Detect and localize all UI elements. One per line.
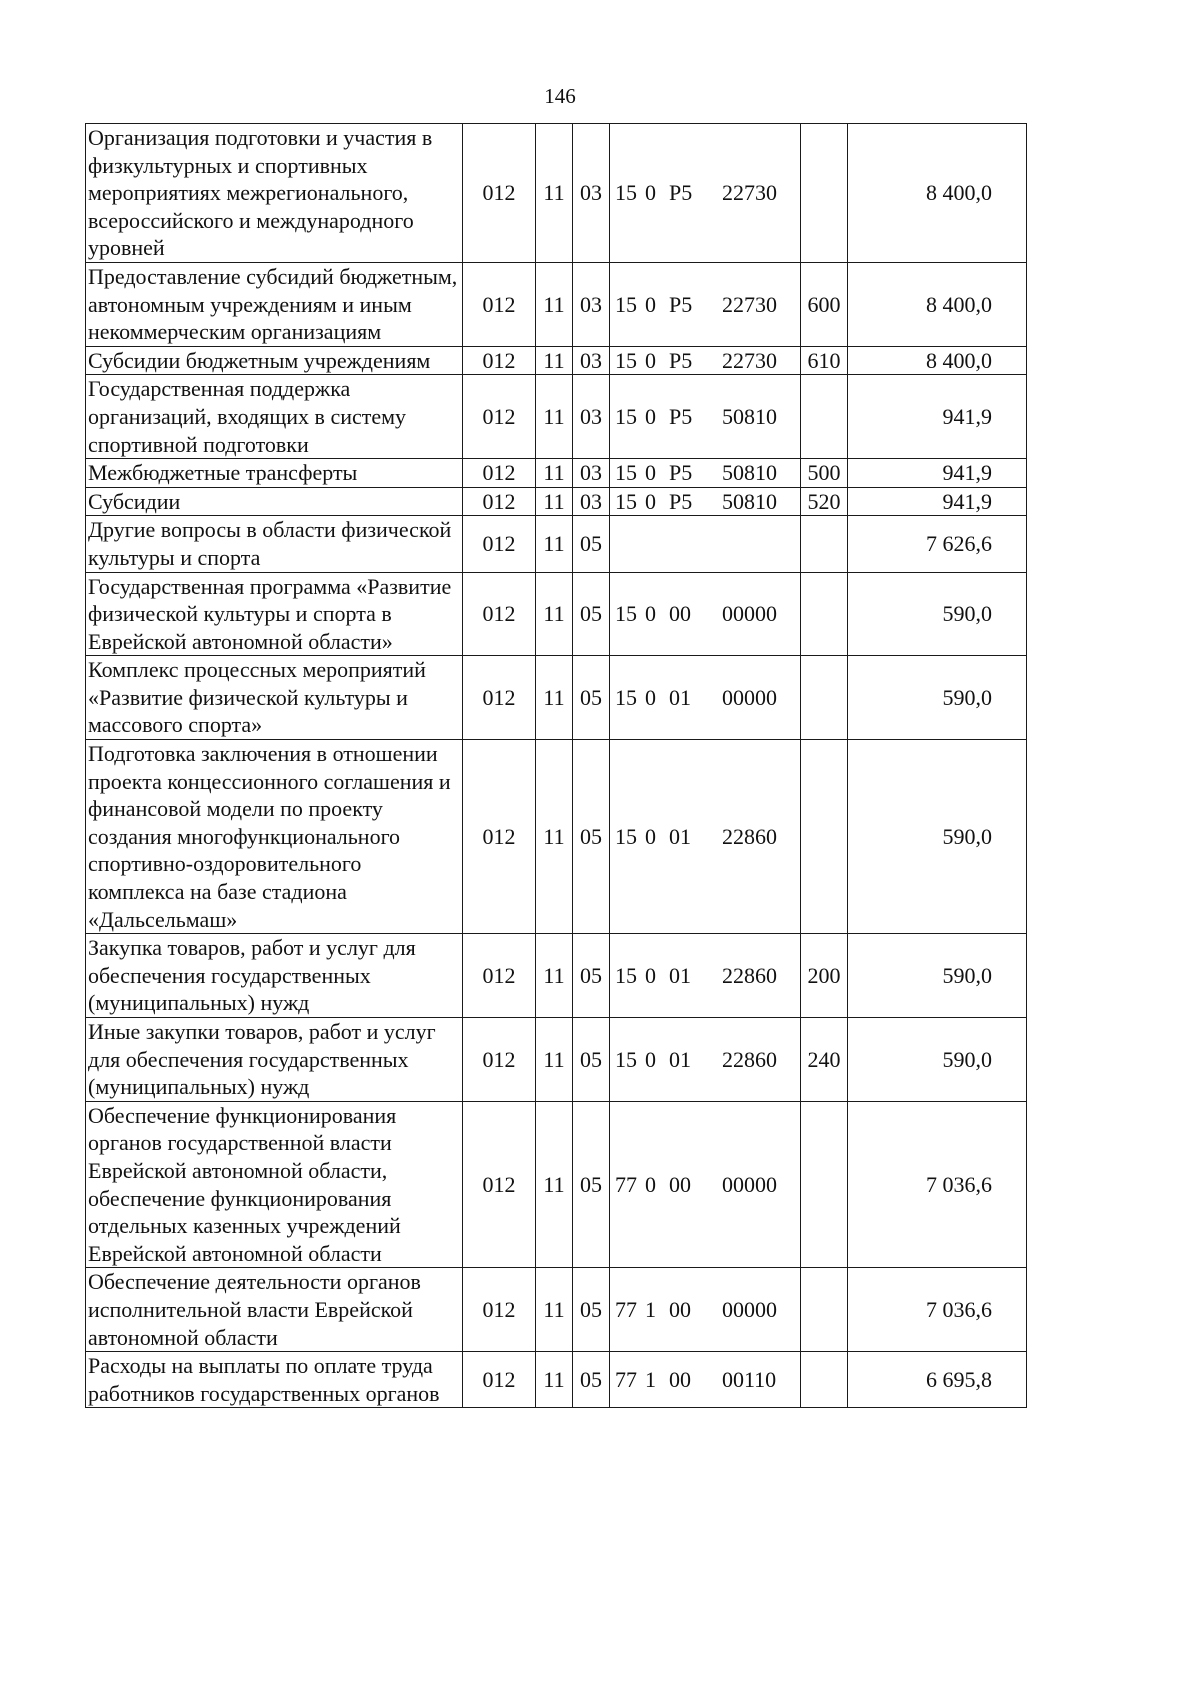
page-number: 146 <box>544 84 576 108</box>
expense-type-cell <box>801 124 848 263</box>
expense-name-cell: Субсидии <box>86 487 463 516</box>
section-code-cell: 11 <box>536 656 573 740</box>
target-article-cell <box>610 459 801 488</box>
target-article-part: 00000 <box>722 601 777 627</box>
section-code-cell: 11 <box>536 1018 573 1102</box>
department-code-cell: 012 <box>463 572 536 656</box>
subsection-code-cell: 03 <box>573 487 610 516</box>
target-article-part: 01 <box>669 823 691 849</box>
target-article-part: 15 <box>615 823 637 849</box>
subsection-code-cell: 03 <box>573 375 610 459</box>
department-code-cell: 012 <box>463 459 536 488</box>
expense-name-cell: Организация подготовки и участия в физкультурных и спортивных мероприятиях межрегионального, всероссийского и международного уровней <box>86 124 463 263</box>
section-code-cell: 11 <box>536 1268 573 1352</box>
amount-cell: 941,9 <box>848 459 1027 488</box>
target-article-cell <box>610 124 801 263</box>
expense-name-cell: Комплекс процессных мероприятий «Развитие физической культуры и массового спорта» <box>86 656 463 740</box>
table-row <box>86 572 1027 656</box>
section-code-cell: 11 <box>536 124 573 263</box>
target-article-cell <box>610 1268 801 1352</box>
target-article-part: 22730 <box>722 180 777 206</box>
subsection-code-cell: 05 <box>573 1101 610 1268</box>
amount-cell: 590,0 <box>848 934 1027 1018</box>
section-code-cell: 11 <box>536 1101 573 1268</box>
target-article-part: 0 <box>645 823 656 849</box>
table-row <box>86 487 1027 516</box>
target-article-cell <box>610 934 801 1018</box>
amount-cell: 590,0 <box>848 1018 1027 1102</box>
target-article-part: 22730 <box>722 291 777 317</box>
target-article-part: 00110 <box>722 1366 777 1392</box>
expense-type-cell: 600 <box>801 262 848 346</box>
department-code-cell: 012 <box>463 740 536 934</box>
expense-name-cell: Другие вопросы в области физической культуры и спорта <box>86 516 463 572</box>
section-code-cell: 11 <box>536 346 573 375</box>
expense-name-cell: Иные закупки товаров, работ и услуг для обеспечения государственных (муниципальных) нужд <box>86 1018 463 1102</box>
target-article-cell <box>610 572 801 656</box>
target-article-cell <box>610 1352 801 1408</box>
amount-cell: 8 400,0 <box>848 124 1027 263</box>
target-article-cell <box>610 375 801 459</box>
expense-type-cell <box>801 1101 848 1268</box>
target-article-part: 00000 <box>722 684 777 710</box>
subsection-code-cell: 05 <box>573 656 610 740</box>
target-article-part: P5 <box>669 180 693 206</box>
target-article-part: 22860 <box>722 962 777 988</box>
department-code-cell: 012 <box>463 1018 536 1102</box>
target-article-part: 0 <box>645 601 656 627</box>
expense-name-cell: Подготовка заключения в отношении проекта концессионного соглашения и финансовой модели по проекту создания многофункционального спортивно-оздоровительного комплекса на базе стадиона «Дальсельмаш» <box>86 740 463 934</box>
target-article-part: 00 <box>669 601 691 627</box>
table-row <box>86 124 1027 263</box>
department-code-cell: 012 <box>463 124 536 263</box>
department-code-cell: 012 <box>463 1268 536 1352</box>
target-article-part: P5 <box>669 460 693 486</box>
section-code-cell: 11 <box>536 262 573 346</box>
target-article-part: 50810 <box>722 460 777 486</box>
section-code-cell: 11 <box>536 934 573 1018</box>
amount-cell: 8 400,0 <box>848 346 1027 375</box>
table-row <box>86 459 1027 488</box>
expense-name-cell: Обеспечение функционирования органов государственной власти Еврейской автономной области, обеспечение функционирования отдельных казенных учреждений Еврейской автономной области <box>86 1101 463 1268</box>
table-row <box>86 1352 1027 1408</box>
target-article-part: 1 <box>645 1296 656 1322</box>
target-article-part: 22730 <box>722 347 777 373</box>
expense-type-cell <box>801 740 848 934</box>
target-article-part: 01 <box>669 1046 691 1072</box>
amount-cell: 590,0 <box>848 656 1027 740</box>
subsection-code-cell: 03 <box>573 124 610 263</box>
target-article-part: 0 <box>645 291 656 317</box>
expense-type-cell <box>801 1268 848 1352</box>
expense-type-cell <box>801 375 848 459</box>
table-row <box>86 934 1027 1018</box>
target-article-part: 1 <box>645 1366 656 1392</box>
subsection-code-cell: 03 <box>573 459 610 488</box>
expense-type-cell: 500 <box>801 459 848 488</box>
subsection-code-cell: 05 <box>573 1268 610 1352</box>
table-row <box>86 516 1027 572</box>
expense-name-cell: Государственная поддержка организаций, входящих в систему спортивной подготовки <box>86 375 463 459</box>
section-code-cell: 11 <box>536 375 573 459</box>
expense-name-cell: Предоставление субсидий бюджетным, автономным учреждениям и иным некоммерческим организациям <box>86 262 463 346</box>
target-article-cell <box>610 656 801 740</box>
amount-cell: 6 695,8 <box>848 1352 1027 1408</box>
target-article-part: 00 <box>669 1171 691 1197</box>
target-article-part: 22860 <box>722 1046 777 1072</box>
target-article-cell <box>610 262 801 346</box>
target-article-cell <box>610 1018 801 1102</box>
target-article-part: 0 <box>645 488 656 514</box>
expense-type-cell: 610 <box>801 346 848 375</box>
target-article-part: 22860 <box>722 823 777 849</box>
department-code-cell: 012 <box>463 516 536 572</box>
target-article-part: 0 <box>645 347 656 373</box>
target-article-part: 0 <box>645 460 656 486</box>
table-row <box>86 1018 1027 1102</box>
target-article-part: P5 <box>669 291 693 317</box>
target-article-part: 00000 <box>722 1296 777 1322</box>
target-article-part: P5 <box>669 347 693 373</box>
expense-type-cell <box>801 516 848 572</box>
amount-cell: 7 626,6 <box>848 516 1027 572</box>
subsection-code-cell: 03 <box>573 262 610 346</box>
table-row <box>86 1101 1027 1268</box>
target-article-part: 0 <box>645 962 656 988</box>
expense-name-cell: Закупка товаров, работ и услуг для обеспечения государственных (муниципальных) нужд <box>86 934 463 1018</box>
target-article-part: 77 <box>615 1171 637 1197</box>
subsection-code-cell: 05 <box>573 572 610 656</box>
target-article-part: 00 <box>669 1296 691 1322</box>
expense-name-cell: Расходы на выплаты по оплате труда работников государственных органов <box>86 1352 463 1408</box>
table-row <box>86 1268 1027 1352</box>
amount-cell: 590,0 <box>848 740 1027 934</box>
target-article-part: 0 <box>645 180 656 206</box>
target-article-part: 15 <box>615 601 637 627</box>
target-article-part: 15 <box>615 962 637 988</box>
subsection-code-cell: 05 <box>573 934 610 1018</box>
amount-cell: 7 036,6 <box>848 1101 1027 1268</box>
section-code-cell: 11 <box>536 459 573 488</box>
table-row <box>86 346 1027 375</box>
target-article-part: 15 <box>615 291 637 317</box>
target-article-part: 15 <box>615 460 637 486</box>
target-article-part: 01 <box>669 684 691 710</box>
target-article-cell <box>610 1101 801 1268</box>
subsection-code-cell: 05 <box>573 516 610 572</box>
target-article-part: 0 <box>645 403 656 429</box>
department-code-cell: 012 <box>463 934 536 1018</box>
department-code-cell: 012 <box>463 346 536 375</box>
table-row <box>86 262 1027 346</box>
expense-type-cell: 240 <box>801 1018 848 1102</box>
department-code-cell: 012 <box>463 487 536 516</box>
target-article-part: 00 <box>669 1366 691 1392</box>
expense-name-cell: Межбюджетные трансферты <box>86 459 463 488</box>
expense-name-cell: Государственная программа «Развитие физической культуры и спорта в Еврейской автономной области» <box>86 572 463 656</box>
expense-type-cell: 200 <box>801 934 848 1018</box>
table-row <box>86 375 1027 459</box>
department-code-cell: 012 <box>463 1101 536 1268</box>
target-article-part: P5 <box>669 488 693 514</box>
expense-type-cell: 520 <box>801 487 848 516</box>
subsection-code-cell: 05 <box>573 1352 610 1408</box>
target-article-part: 15 <box>615 347 637 373</box>
department-code-cell: 012 <box>463 375 536 459</box>
target-article-part: 50810 <box>722 488 777 514</box>
target-article-part: 50810 <box>722 403 777 429</box>
amount-cell: 941,9 <box>848 375 1027 459</box>
target-article-cell <box>610 487 801 516</box>
target-article-cell <box>610 346 801 375</box>
expense-type-cell <box>801 656 848 740</box>
subsection-code-cell: 05 <box>573 740 610 934</box>
expense-type-cell <box>801 572 848 656</box>
subsection-code-cell: 03 <box>573 346 610 375</box>
table-row <box>86 656 1027 740</box>
department-code-cell: 012 <box>463 262 536 346</box>
target-article-part: 0 <box>645 1171 656 1197</box>
budget-table <box>85 123 1027 1408</box>
department-code-cell: 012 <box>463 1352 536 1408</box>
target-article-part: 0 <box>645 1046 656 1072</box>
department-code-cell: 012 <box>463 656 536 740</box>
expense-name-cell: Обеспечение деятельности органов исполнительной власти Еврейской автономной области <box>86 1268 463 1352</box>
target-article-part: 01 <box>669 962 691 988</box>
target-article-part: 00000 <box>722 1171 777 1197</box>
target-article-part: 15 <box>615 684 637 710</box>
expense-name-cell: Субсидии бюджетным учреждениям <box>86 346 463 375</box>
section-code-cell: 11 <box>536 572 573 656</box>
expense-type-cell <box>801 1352 848 1408</box>
amount-cell: 8 400,0 <box>848 262 1027 346</box>
target-article-part: 0 <box>645 684 656 710</box>
section-code-cell: 11 <box>536 1352 573 1408</box>
target-article-cell <box>610 516 801 572</box>
target-article-part: 15 <box>615 1046 637 1072</box>
target-article-cell <box>610 740 801 934</box>
section-code-cell: 11 <box>536 487 573 516</box>
subsection-code-cell: 05 <box>573 1018 610 1102</box>
amount-cell: 590,0 <box>848 572 1027 656</box>
table-row <box>86 740 1027 934</box>
section-code-cell: 11 <box>536 740 573 934</box>
target-article-part: 15 <box>615 180 637 206</box>
amount-cell: 941,9 <box>848 487 1027 516</box>
target-article-part: P5 <box>669 403 693 429</box>
target-article-part: 15 <box>615 488 637 514</box>
amount-cell: 7 036,6 <box>848 1268 1027 1352</box>
target-article-part: 77 <box>615 1366 637 1392</box>
target-article-part: 77 <box>615 1296 637 1322</box>
section-code-cell: 11 <box>536 516 573 572</box>
target-article-part: 15 <box>615 403 637 429</box>
budget-table-body <box>86 124 1027 1408</box>
